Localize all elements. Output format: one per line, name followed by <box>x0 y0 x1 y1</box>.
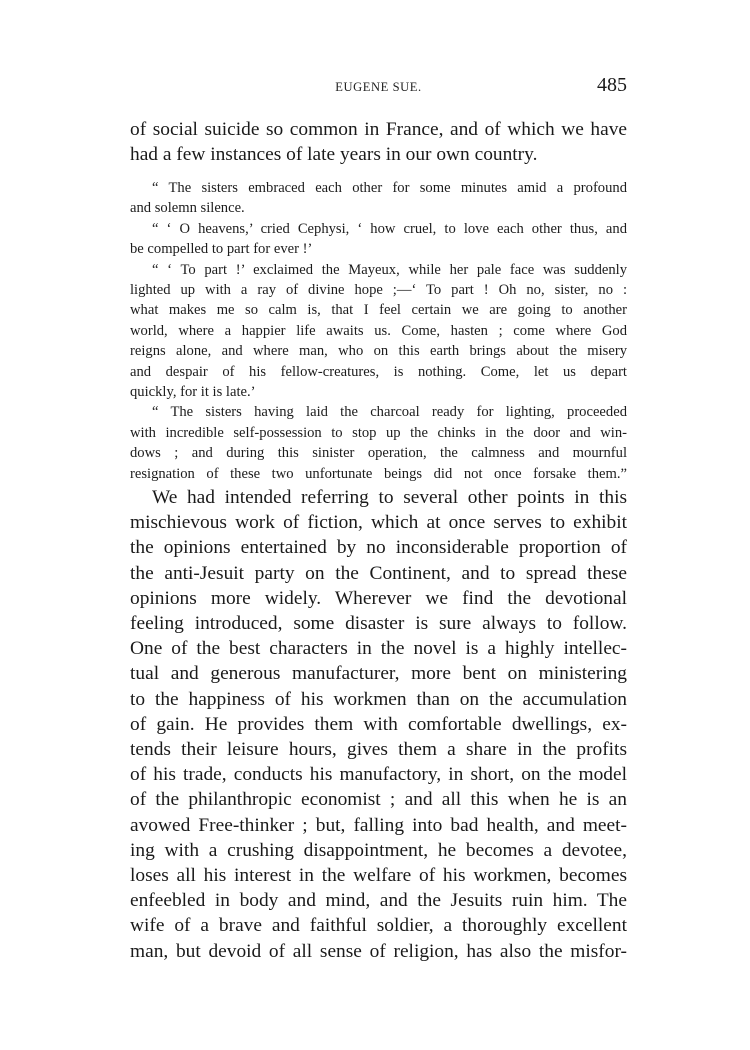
quote-line: and solemn silence. <box>130 200 245 217</box>
quote-line: dows ; and during this sinister operation, the calmness and mournful <box>130 445 627 462</box>
text-line: ing with a crushing disappointment, he becomes a devotee, <box>130 839 627 861</box>
text-line: One of the best characters in the novel is a highly intellec- <box>130 638 627 660</box>
text-line: man, but devoid of all sense of religion, has also the misfor- <box>130 940 627 962</box>
main-paragraph <box>130 485 627 964</box>
text-line: opinions more widely. Wherever we find the devotional <box>130 587 627 609</box>
text-line: had a few instances of late years in our own country. <box>130 144 538 166</box>
text-line: the anti-Jesuit party on the Continent, and to spread these <box>130 562 627 584</box>
intro-paragraph <box>130 117 627 167</box>
text-line: wife of a brave and faithful soldier, a thoroughly excellent <box>130 915 627 937</box>
quote-line: with incredible self-possession to stop up the chinks in the door and win- <box>130 424 627 441</box>
text-line: enfeebled in body and mind, and the Jesuits ruin him. The <box>130 890 627 912</box>
quote-line: what makes me so calm is, that I feel certain we are going to another <box>130 302 627 319</box>
text-line: We had intended referring to several other points in this <box>152 487 627 508</box>
text-line: tual and generous manufacturer, more bent on ministering <box>130 663 627 685</box>
text-line: loses all his interest in the welfare of his workmen, becomes <box>130 865 627 887</box>
text-line: of the philanthropic economist ; and all this when he is an <box>130 789 627 811</box>
text-line: of his trade, conducts his manufactory, in short, on the model <box>130 764 627 786</box>
text-line: of gain. He provides them with comfortable dwellings, ex- <box>130 713 627 735</box>
quote-line: reigns alone, and where man, who on this earth brings about the misery <box>130 343 627 360</box>
text-line: to the happiness of his workmen than on the accumulation <box>130 688 627 710</box>
quote-line: lighted up with a ray of divine hope ;—‘ To part ! Oh no, sister, no : <box>130 282 627 299</box>
quote-line: “ ‘ To part !’ exclaimed the Mayeux, while her pale face was suddenly <box>152 261 627 278</box>
quote-line: “ ‘ O heavens,’ cried Cephysi, ‘ how cruel, to love each other thus, and <box>152 220 627 237</box>
page-number: 485 <box>597 74 627 96</box>
quote-line: “ The sisters having laid the charcoal ready for lighting, proceeded <box>152 404 627 421</box>
quote-line: be compelled to part for ever !’ <box>130 241 313 258</box>
text-line: of social suicide so common in France, and of which we have <box>130 119 627 140</box>
quote-line: and despair of his fellow-creatures, is nothing. Come, let us depart <box>130 363 627 380</box>
text-line: feeling introduced, some disaster is sure always to follow. <box>130 613 627 635</box>
quote-line: quickly, for it is late.’ <box>130 384 256 401</box>
text-line: mischievous work of fiction, which at once serves to exhibit <box>130 512 627 534</box>
quote-line: “ The sisters embraced each other for some minutes amid a profound <box>152 180 627 196</box>
running-title: EUGENE SUE. <box>335 80 422 94</box>
running-head <box>130 74 627 98</box>
book-page <box>130 0 627 1050</box>
text-line: the opinions entertained by no inconsiderable proportion of <box>130 537 627 559</box>
text-line: avowed Free-thinker ; but, falling into bad health, and meet- <box>130 814 627 836</box>
quote-line: resignation of these two unfortunate beings did not once forsake them.” <box>130 465 627 482</box>
block-quote <box>130 178 627 484</box>
quote-line: world, where a happier life awaits us. Come, hasten ; come where God <box>130 322 627 339</box>
text-line: tends their leisure hours, gives them a share in the profits <box>130 739 627 761</box>
